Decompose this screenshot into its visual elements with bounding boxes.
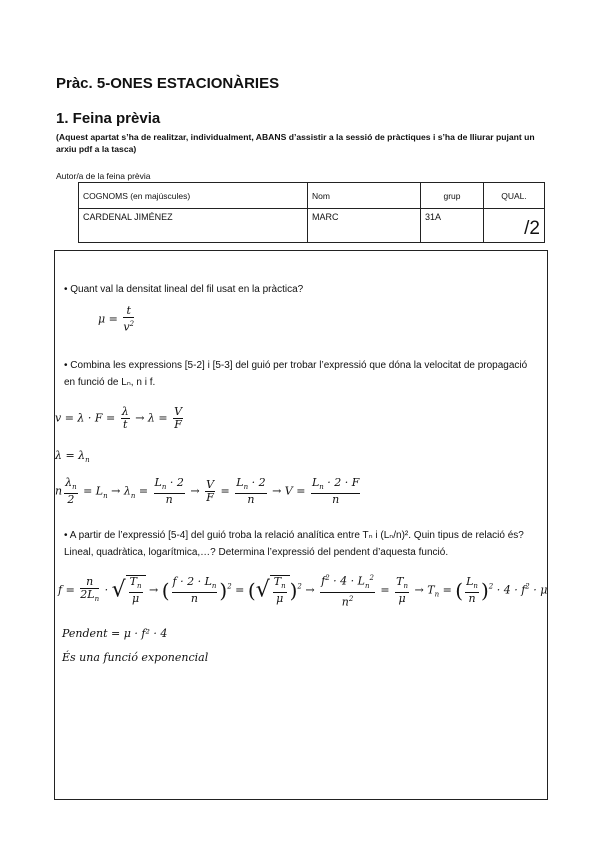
value-group: 31A xyxy=(421,209,484,243)
question-1: • Quant val la densitat lineal del fil usat en la pràctica? xyxy=(64,284,304,295)
page-title: Pràc. 5-ONES ESTACIONÀRIES xyxy=(56,75,280,92)
value-name: MARC xyxy=(308,209,421,243)
formula-density: μ = $\frac{t}{v^2}$ xyxy=(98,304,135,334)
author-label: Autor/a de la feina prèvia xyxy=(56,171,151,181)
formula-velocity: v = λ · F = $\frac{\lambda}{t}$ → λ = $\frac{V}{F}$ xyxy=(55,405,183,431)
answer-conclusion: És una funció exponencial xyxy=(62,651,209,664)
section-heading: 1. Feina prèvia xyxy=(56,110,161,127)
formula-lambda: $\lambda = \lambda_n$ xyxy=(55,449,90,465)
table-value-row xyxy=(79,209,545,243)
instructions-note: (Aquest apartat s’ha de realitzar, individualment, ABANS d’assistir a la sessió de pràctiques i s’ha de lliurar pujant un arxiu pdf a la tasca) xyxy=(56,132,535,154)
header-surnames: COGNOMS (en majúscules) xyxy=(79,183,308,209)
formula-relation: f = $\frac{n}{2L_n}$ · √ $\frac{T_n}{\mu}$ → ( $\frac{f \cdot 2 \cdot L_n}{n}$ )$^2$ = (√ $\frac{T_n}{\mu}$ )$^2$ → $\frac{f^2 \cdot 4 \cdot L_n^2}{n^2}$ = $\frac{T_n}{\mu}$ → $T_n$ = ( $\frac{L_n}{n}$ )$^2 \cdot 4 \cdot f^2 \cdot \mu$ xyxy=(58,574,548,609)
author-table xyxy=(78,182,545,243)
table-header-row xyxy=(79,183,545,209)
header-grade: QUAL. xyxy=(484,183,545,209)
value-grade: /2 xyxy=(484,209,545,243)
question-3: • A partir de l’expressió [5-4] del guió troba la relació analítica entre Tₙ i (Lₙ/n)². Quin tipus de relació és? Lineal, quadràtica, logarítmica,…? Determina l’expressió del pendent d’aquesta funció. xyxy=(64,530,524,558)
question-2: • Combina les expressions [5-2] i [5-3] del guió per trobar l’expressió que dóna la velocitat de propagació en funció de Lₙ, n i f. xyxy=(64,360,528,388)
header-name: Nom xyxy=(308,183,421,209)
header-group: grup xyxy=(421,183,484,209)
value-surnames: CARDENAL JIMÉNEZ xyxy=(79,209,308,243)
formula-propagation: n $\frac{\lambda_n}{2}$ = $L_n \to \lambda_n$ = $\frac{L_n \cdot 2}{n}$ → $\frac{V}{F}$ = $\frac{L_n \cdot 2}{n}$ → V = $\frac{L_n \cdot 2 \cdot F}{n}$ xyxy=(55,476,360,507)
answer-slope: Pendent = μ · f² · 4 xyxy=(62,627,168,640)
